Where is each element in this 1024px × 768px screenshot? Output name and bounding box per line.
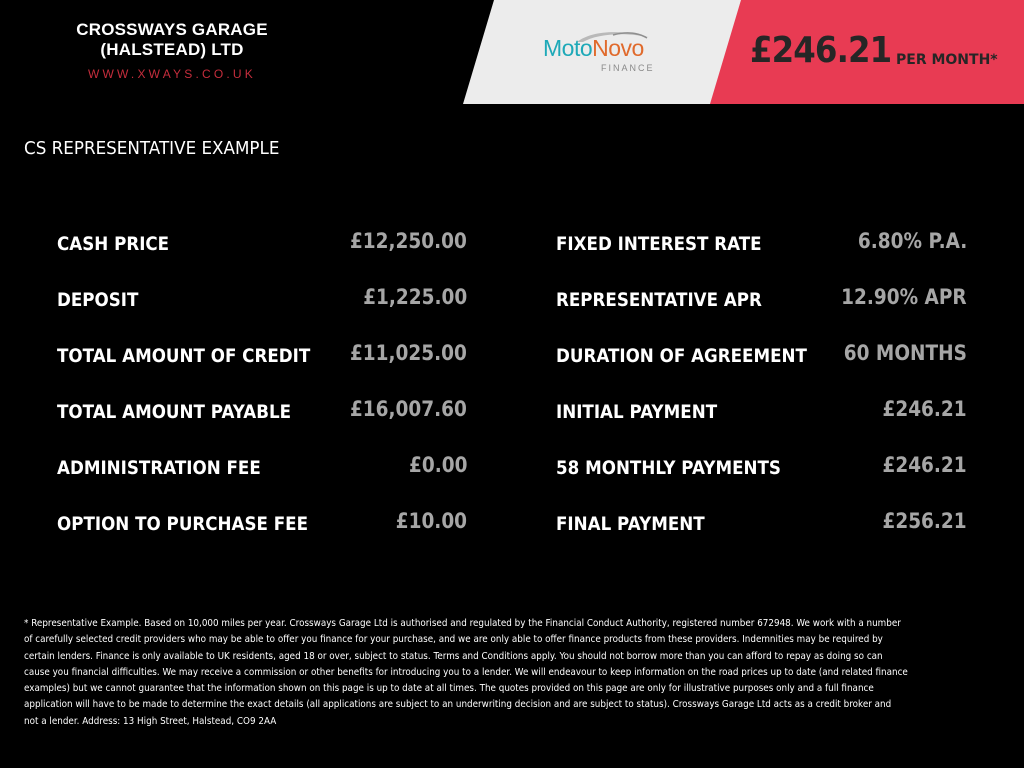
monthly-amount: £246.21 <box>750 30 892 71</box>
dealer-name-line2: (HALSTEAD) LTD <box>100 40 244 59</box>
row-label: FIXED INTEREST RATE <box>556 233 762 255</box>
row-value: £0.00 <box>408 453 467 477</box>
page-title: CS REPRESENTATIVE EXAMPLE <box>24 138 280 159</box>
row-duration <box>556 341 967 375</box>
row-value: £16,007.60 <box>350 397 467 421</box>
row-final-payment <box>556 509 967 543</box>
row-deposit <box>57 285 467 319</box>
dealer-name-line1: CROSSWAYS GARAGE <box>76 20 268 39</box>
row-value: £10.00 <box>395 509 467 533</box>
row-label: REPRESENTATIVE APR <box>556 289 762 311</box>
row-label: DURATION OF AGREEMENT <box>556 345 807 367</box>
monthly-payment <box>750 30 998 71</box>
row-label: TOTAL AMOUNT PAYABLE <box>57 401 292 423</box>
per-month-label: PER MONTH* <box>896 52 998 68</box>
row-value: £11,025.00 <box>350 341 467 365</box>
row-label: 58 MONTHLY PAYMENTS <box>556 457 781 479</box>
row-total-payable <box>57 397 467 431</box>
row-value: £246.21 <box>882 453 967 477</box>
dealer-website: WWW.XWAYS.CO.UK <box>88 67 256 81</box>
row-label: FINAL PAYMENT <box>556 513 705 535</box>
dealer-logo <box>36 20 308 81</box>
row-label: DEPOSIT <box>57 289 139 311</box>
row-monthly-payments <box>556 453 967 487</box>
row-label: OPTION TO PURCHASE FEE <box>57 513 309 535</box>
row-value: £12,250.00 <box>350 229 467 253</box>
row-label: ADMINISTRATION FEE <box>57 457 261 479</box>
row-value: 6.80% P.A. <box>857 229 967 253</box>
row-label: CASH PRICE <box>57 233 170 255</box>
row-option-fee <box>57 509 467 543</box>
motonovo-logo <box>543 26 667 78</box>
row-initial-payment <box>556 397 967 431</box>
row-cash-price <box>57 229 467 263</box>
row-apr <box>556 285 967 319</box>
row-label: INITIAL PAYMENT <box>556 401 718 423</box>
row-label: TOTAL AMOUNT OF CREDIT <box>57 345 311 367</box>
row-value: £1,225.00 <box>362 285 467 309</box>
row-value: £246.21 <box>882 397 967 421</box>
row-admin-fee <box>57 453 467 487</box>
row-total-credit <box>57 341 467 375</box>
disclaimer-text: * Representative Example. Based on 10,000 miles per year. Crossways Garage Ltd is authorised and regulated by the Financial Conduct Authority, registered number 672948. We work with a number of carefully selected credit providers who may be able to offer you finance for your purchase, and we are only able to offer finance products from these providers. Indemnities may be required by certain lenders. Finance is only available to UK residents, aged 18 or over, subject to status. Terms and Conditions apply. You should not borrow more than you can afford to repay as doing so can cause you financial difficulties. We may receive a commission or other benefits for introducing you to a lender. We will endeavour to keep information on the road prices up to date (and related finance examples) but we cannot guarantee that the information shown on this page is up to date at all times. The quotes provided on this page are only for illustrative purposes only and a full finance application will have to be made to determine the exact details (all applications are subject to an underwriting decision and are subject to status). Crossways Garage Ltd acts as a credit broker and not a lender. Address: 13 High Street, Halstead, CO9 2AA <box>24 618 908 727</box>
row-value: £256.21 <box>882 509 967 533</box>
row-interest-rate <box>556 229 967 263</box>
row-value: 60 MONTHS <box>843 341 967 365</box>
logo-finance-text: FINANCE <box>601 63 655 73</box>
logo-wordmark: MotoNovo <box>543 35 644 61</box>
row-value: 12.90% APR <box>841 285 967 309</box>
